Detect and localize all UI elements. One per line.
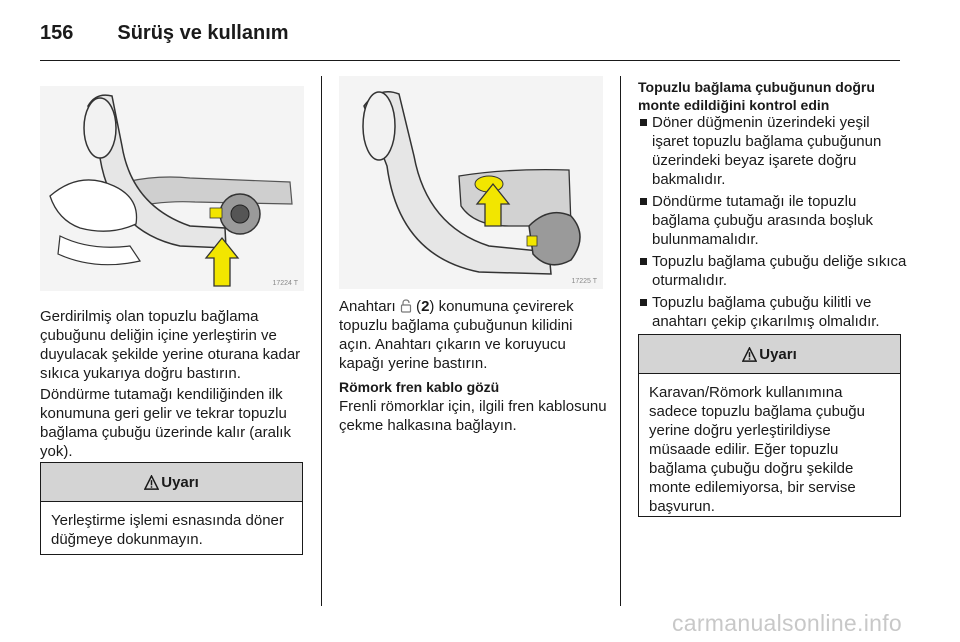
warning-text: Yerleştirme işlemi esnasında döner düğmeye dokunmayın. xyxy=(51,512,284,548)
figure-code: 17224 T xyxy=(272,280,298,287)
page-number: 156 xyxy=(40,22,74,44)
col1-warning-box xyxy=(40,462,303,555)
header-rule xyxy=(40,60,900,61)
key-instruction-prefix: Anahtarı xyxy=(339,298,396,315)
warning-triangle-icon xyxy=(742,347,757,362)
col2-paragraph-1: Anahtarı (2) konumuna çevirerek topuzlu bağlama çubuğunun kilidini açın. Anahtarı çıkarın ve koruyucu kapağı yerine bastırın. xyxy=(339,298,574,372)
unlock-symbol-icon xyxy=(400,299,412,313)
figure-unlock-key xyxy=(339,76,603,289)
warning-title: Uyarı xyxy=(161,473,199,491)
col3-warning-box xyxy=(638,334,901,517)
tow-bar-key-illustration xyxy=(339,76,603,289)
watermark: carmanualsonline.info xyxy=(671,610,902,636)
page-header xyxy=(40,22,289,45)
column-divider-1 xyxy=(321,76,322,606)
col2-heading: Römork fren kablo gözü xyxy=(339,379,500,395)
list-item: Döner düğmenin üzerindeki yeşil işaret topuzlu bağlama çubuğunun üzerindeki beyaz işarete doğru bakmalıdır. xyxy=(638,113,908,189)
warning-text: Karavan/Römork kullanımına sadece topuzlu bağlama çubuğu yerine doğru yerleştirildiyse müsaade edilir. Eğer topuzlu bağlama çubuğu doğru şekilde monte edilemiyorsa, bir servise başvurun. xyxy=(649,384,865,515)
warning-header xyxy=(41,463,302,502)
key-instruction-suffix: ) konumuna çevirerek topuzlu bağlama çubuğunun kilidini açın. Anahtarı çıkarın ve koruyucu kapağı yerine bastırın. xyxy=(339,298,574,372)
warning-title: Uyarı xyxy=(759,345,797,363)
col3-heading: Topuzlu bağlama çubuğunun doğru monte edildiğini kontrol edin xyxy=(638,79,875,113)
tow-bar-insert-illustration xyxy=(40,86,304,291)
figure-code: 17225 T xyxy=(571,278,597,285)
col3-bullet-list xyxy=(638,113,908,334)
warning-triangle-icon xyxy=(144,475,159,490)
list-item: Döndürme tutamağı ile topuzlu bağlama çubuğu arasında boşluk bulunmamalıdır. xyxy=(638,192,908,249)
list-item: Topuzlu bağlama çubuğu deliğe sıkıca oturmalıdır. xyxy=(638,252,908,290)
page-title: Sürüş ve kullanım xyxy=(117,22,289,44)
col1-paragraph-2: Döndürme tutamağı kendiliğinden ilk konumuna geri gelir ve tekrar topuzlu bağlama çubuğu üzerinde kalır (aralık yok). xyxy=(40,386,291,460)
warning-header xyxy=(639,335,900,374)
key-position-number: 2 xyxy=(421,298,430,315)
column-divider-2 xyxy=(620,76,621,606)
col2-paragraph-2: Frenli römorklar için, ilgili fren kablosunu çekme halkasına bağlayın. xyxy=(339,398,607,434)
col1-paragraph-1: Gerdirilmiş olan topuzlu bağlama çubuğunu deliğin içine yerleştirin ve duyulacak şekilde yerine oturana kadar sıkıca yukarıya doğru bastırın. xyxy=(40,308,301,382)
list-item: Topuzlu bağlama çubuğu kilitli ve anahtarı çekip çıkarılmış olmalıdır. xyxy=(638,293,908,331)
figure-insert-tow-bar xyxy=(40,86,304,291)
